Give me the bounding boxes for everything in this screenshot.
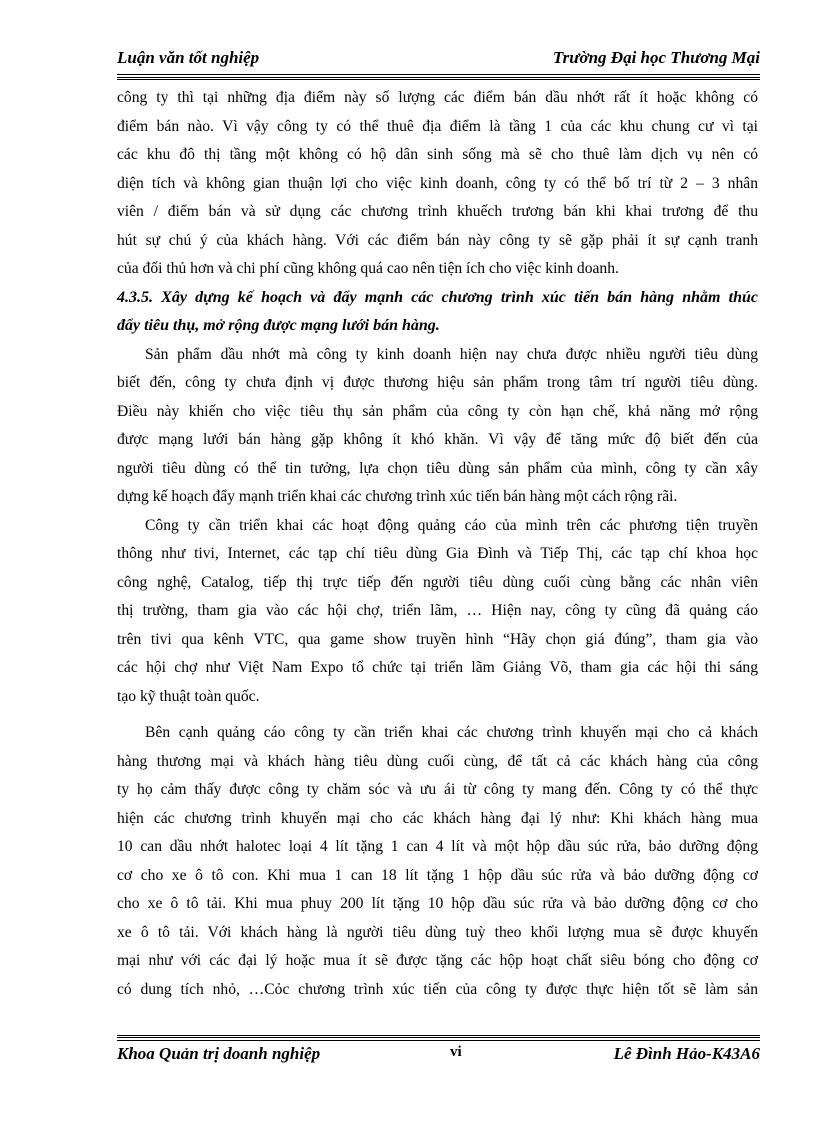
- footer-rule: [117, 1035, 760, 1041]
- text-line: biết đến, công ty chưa định vị được thương hiệu sản phẩm trong tâm trí người tiêu dùng.: [117, 374, 758, 391]
- text-line: tạo kỹ thuật toàn quốc.: [117, 687, 260, 705]
- text-line: hút sự chú ý của khách hàng. Với các điểm bán này công ty sẽ gặp phải ít sự cạnh tranh: [117, 231, 758, 249]
- text-line: diện tích và không gian thuận lợi cho việc kinh doanh, công ty có thể bố trí từ 2 – 3 nhân: [117, 174, 758, 192]
- heading-line: đẩy tiêu thụ, mở rộng được mạng lưới bán hàng.: [117, 317, 440, 334]
- page-footer: [117, 1044, 760, 1070]
- text-line: Sản phẩm dầu nhớt mà công ty kinh doanh hiện nay chưa được nhiều người tiêu dùng: [145, 345, 758, 363]
- text-line: công ty thì tại những địa điểm này số lượng các điểm bán dầu nhớt rất ít hoặc không có: [117, 89, 758, 106]
- text-line: hàng thương mại và khách hàng tiêu dùng cuối cùng, để tất cả các khách hàng của công: [117, 752, 758, 770]
- paragraph-4: [117, 719, 758, 1004]
- text-line: điểm bán nào. Vì vậy công ty có thể thuê địa điểm là tầng 1 của các khu chung cư vì tại: [117, 117, 758, 135]
- text-line: 10 can dầu nhớt halotec loại 4 lít tặng 1 can 4 lít và một hộp dầu súc rửa, bảo dưỡng động: [117, 838, 758, 855]
- text-line: Công ty cần triển khai các hoạt động quảng cáo của mình trên các phương tiện truyền: [145, 516, 758, 534]
- text-line: công nghệ, Catalog, tiếp thị trực tiếp đến người tiêu dùng cuối cùng bằng các nhân viên: [117, 573, 758, 591]
- text-line: viên / điểm bán và sử dụng các chương trình khuếch trương bán khi khai trương để thu: [117, 203, 758, 220]
- text-line: cơ cho xe ô tô con. Khi mua 1 can 18 lít tặng 1 hộp dầu súc rửa và bảo dưỡng động cơ: [117, 866, 758, 884]
- header-rule: [117, 74, 760, 80]
- text-line: Điều này khiến cho việc tiêu thụ sản phẩm của công ty còn hạn chế, khả năng mở rộng: [117, 402, 758, 420]
- header-thesis-title: Luận văn tốt nghiệp: [117, 48, 260, 67]
- footer-author: Lê Đình Hảo-K43A6: [613, 1044, 760, 1063]
- heading-line: 4.3.5. Xây dựng kế hoạch và đẩy mạnh các chương trình xúc tiến bán hàng nhằm thúc: [117, 288, 758, 306]
- paragraph-1: [117, 84, 758, 284]
- text-line: Bên cạnh quảng cáo công ty cần triển khai các chương trình khuyến mại cho cả khách: [145, 724, 758, 741]
- text-line: có dung tích nhỏ, …Cỏc chương trình xúc tiến của công ty được thực hiện tốt sẽ làm sản: [117, 980, 758, 998]
- text-line: ty họ cảm thấy được công ty chăm sóc và ưu ái từ công ty mang đến. Công ty có thể thực: [117, 781, 758, 798]
- text-line: các khu đô thị tầng một không có hộ dân sinh sống mà sẽ cho thuê làm dịch vụ nên có: [117, 146, 758, 163]
- paragraph-3: [117, 512, 758, 712]
- header-university: Trường Đại học Thương Mại: [552, 48, 760, 67]
- text-line: thị trường, tham gia vào các hội chợ, triển lãm, … Hiện nay, công ty cũng đã quảng cáo: [117, 602, 758, 619]
- footer-faculty: Khoa Quản trị doanh nghiệp: [117, 1044, 321, 1063]
- paragraph-2: [117, 341, 758, 512]
- page-number: vi: [450, 1044, 462, 1060]
- text-line: hiện các chương trình khuyến mại cho các khách hàng đại lý như: Khi khách hàng mua: [117, 809, 758, 827]
- text-line: dựng kế hoạch đẩy mạnh triển khai các chương trình xúc tiến bán hàng một cách rộng rãi.: [117, 488, 678, 505]
- text-line: mại như với các đại lý hoặc mua ít sẽ được tặng các hộp hoạt chất siêu bóng cho động cơ: [117, 952, 758, 969]
- text-line: xe ô tô tải. Với khách hàng là người tiêu dùng tuỳ theo khối lượng mua sẽ được khuyến: [117, 923, 758, 941]
- text-line: cho xe ô tô tải. Khi mua phuy 200 lít tặng 10 hộp dầu súc rửa và bảo dưỡng động cơ cho: [117, 895, 758, 912]
- section-heading: [117, 284, 758, 341]
- page-body: [117, 84, 758, 1004]
- text-line: các hội chợ như Việt Nam Expo tổ chức tại triển lãm Giảng Võ, tham gia các hội thi sáng: [117, 659, 758, 676]
- page-header: [117, 48, 760, 74]
- text-line: thông như tivi, Internet, các tạp chí tiêu dùng Gia Đình và Tiếp Thị, các tạp chí khoa học: [117, 545, 758, 562]
- text-line: người tiêu dùng có thể tin tưởng, lựa chọn tiêu dùng sản phẩm của mình, công ty cần xây: [117, 459, 758, 477]
- text-line: được mạng lưới bán hàng gặp không ít khó khăn. Vì vậy để tăng mức độ biết đến của: [117, 431, 758, 448]
- text-line: trên tivi qua kênh VTC, qua game show truyền hình “Hãy chọn giá đúng”, tham gia vào: [117, 630, 758, 648]
- paragraph-gap: [117, 711, 758, 719]
- text-line: của đối thủ hơn và chi phí cũng không quá cao nên tiện ích cho việc kinh doanh.: [117, 260, 619, 277]
